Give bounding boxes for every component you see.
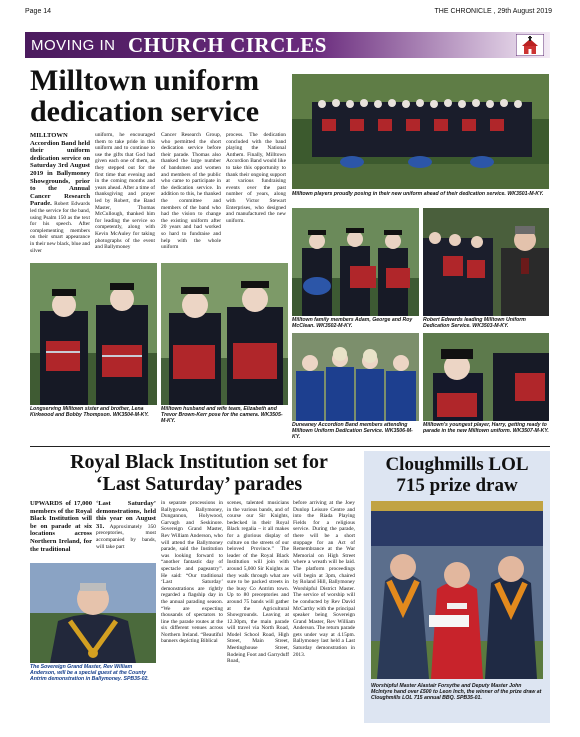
article1-column-2: uniform, he encouraged them to take pride in this uniform and to continue to use the gifts that God had given each one of them, as they stepped out for the first time that evening and in the coming months and years ahead. After a time of thanksgiving and prayer led by Robert, the Band Master, Thomas McCullough, thanked him for leading the service so competently, along with Kevin McAuley for taking photographs of the event and Ballymoney [95,132,155,251]
banner-church-label: CHURCH CIRCLES [128,33,327,57]
band-group-photo [292,74,549,189]
page-number: Page 14 [25,8,52,15]
article2-column-5: before arriving at the Joey Dunlop Leisure Centre and into the Riada Playing Fields for a religious service. During the parade, there will be a short stoppage for an Act of Remembrance at the War Memorial on High Street where a wreath will be laid. The platform proceedings will begin at 3pm, chaired by Roland Hill, Ballymoney Worshipful District Master. The service of worship will be conducted by Rev David McCarthy with the principal speaker being Sovereign Grand Master, Rev William Anderson. The return parade gets under way at 4.15pm. Ballymoney last held a Last Saturday demonstration in 2013. [293,500,355,658]
caption-sister-brother: Longserving Milltown sister and brother, Lena Kirkwood and Bobby Thompson. WK3504-M-KY. [30,406,149,419]
article3-headline-line1: Cloughmills LOL [385,454,529,475]
family-members-photo [292,208,419,316]
article2-column-2 [96,500,156,560]
article2-column-4: scenes, talented musicians in the various bands, and of course our Sir Knights, bedecked in their Royal Black regalia – it all makes for a glorious display of culture on the streets of our beloved Province.” The leader of the Royal Black Institution will join with around 5,000 Sir Knights as they walk through what are sure to be packed streets in the busy Co Antrim town. Up to 80 preceptories and around 75 bands will gather at the Agricultural Showgrounds. Leaving at 12.30pm, the main parade will travel via North Road, Model School Road, High Street, Main Street, Meetinghouse Street, Rodeing Foot and Garryduff Road, [227,500,289,665]
youngest-player-photo [423,333,549,421]
article1-column-4: process. The dedication concluded with the band playing the National Anthem. Finally, Milltown Accordion Band would like to take this opportunity to thank their ongoing support at various fundraising events over the past number of years, along with Victor Stewart Enterprises, who designed and manufactured the new uniform. [226,132,286,224]
paper-date: THE CHRONICLE , 29th August 2019 [434,8,552,15]
sister-brother-photo [30,263,157,405]
article2-headline-line2: ‘Last Saturday’ parades [95,473,303,495]
caption-service-leader: Robert Edwards leading Milltown Uniform Dedication Service. WK3503-M-KY. [423,317,526,330]
caption-husband-wife: Milltown husband and wife team, Elizabeth and Trevor Brown-Kerr pose for the camera. WK3505-M-KY. [161,406,283,425]
article2-headline-line1: Royal Black Institution set for [70,451,328,473]
article1-headline-line1: Milltown uniform [30,64,260,97]
caption-duneaney-band: Duneaney Accordion Band members attending Milltown Uniform Dedication Service. WK3506-M-KY. [292,422,413,441]
article1-col1-text: Robert Edwards led the service for the band, using Psalm 150 as the text for his speech. After complementing members on their smart appearance in their new black, blue and silver [30,201,90,254]
duneaney-band-photo [292,333,419,421]
caption-family-members: Milltown family members Adam, George and Roy McClean. WK3502-M-KY. [292,317,413,330]
caption-youngest-player: Milltown's youngest player, Harry, getting ready to parade in the new Milltown uniform. WK3507-M-KY. [423,422,549,435]
church-icon [516,34,544,56]
section-divider [30,446,550,447]
caption-band-group: Milltown players proudly posing in their new uniform ahead of their dedication service. WK3501-M-KY. [292,191,544,197]
article2-col2-text: Approximately 350 preceptories, most accompanied by bands, will take part [96,523,156,550]
article1-column-3: Cancer Research Group, who permitted the short dedication service before their parade. Thomas also thanked the large number of bandsmen and women and members of the public who came to participate in the dedication service. In addition to this, he thanked the committee and members of the band who had the vision to change the existing uniform after 20 years and had worked so hard to fundraise and help with the whole uniform [161,132,221,251]
banner-moving-label: MOVING IN [31,37,116,54]
caption-prize-draw: Worshipful Master Alastair Forsythe and Deputy Master John McIntyre hand over £500 to Leon Inch, the winner of the prize draw at Cloughmills LOL 715 annual BBQ. SPB35-01. [371,683,542,702]
cloughmills-panel [364,451,550,723]
article1-lead: MILLTOWN Accordion Band held their uniform dedication service on Saturday 3rd August 2019 in Ballymoney Showgrounds, prior to the Annual Cancer Research Parade. [30,132,90,208]
husband-wife-photo [161,263,288,405]
article1-headline-line2: dedication service [30,95,260,128]
article2-column-3: in separate processions in Ballygowan, Ballymoney, Dungannon, Holywood, Garvagh and Seskinore. Sovereign Grand Master, Rev William Anderson, who will attend the Ballymoney parade, said the Institution was looking forward to “another fantastic day of spectacle and pageantry”. He said: “Our traditional ‘Last Saturday’ demonstrations are rightly regarded a flagship day in the annual parading season. “We are expecting thousands of spectators to line the parade routes at the six different venues across Northern Ireland. “Beautiful banners depicting Biblical [161,500,223,645]
service-leader-photo [423,208,549,316]
article2-lead: UPWARDS of 17,000 members of the Royal Black Institution will be on parade at six locations across Northern Ireland, for the traditional [30,500,92,553]
section-banner [25,32,550,58]
article2-col2-lead: ‘Last Saturday’ demonstrations, held this year on August 31. [96,500,156,530]
prize-draw-photo [371,501,543,679]
article3-headline-line2: 715 prize draw [396,475,518,496]
grand-master-photo [30,563,156,663]
article1-column-1 [30,132,90,258]
caption-grand-master: The Sovereign Grand Master, Rev William Anderson, will be a special guest at the County Antrim demonstration in Ballymoney. SPB35-02. [30,664,149,683]
article2-column-1 [30,500,92,560]
